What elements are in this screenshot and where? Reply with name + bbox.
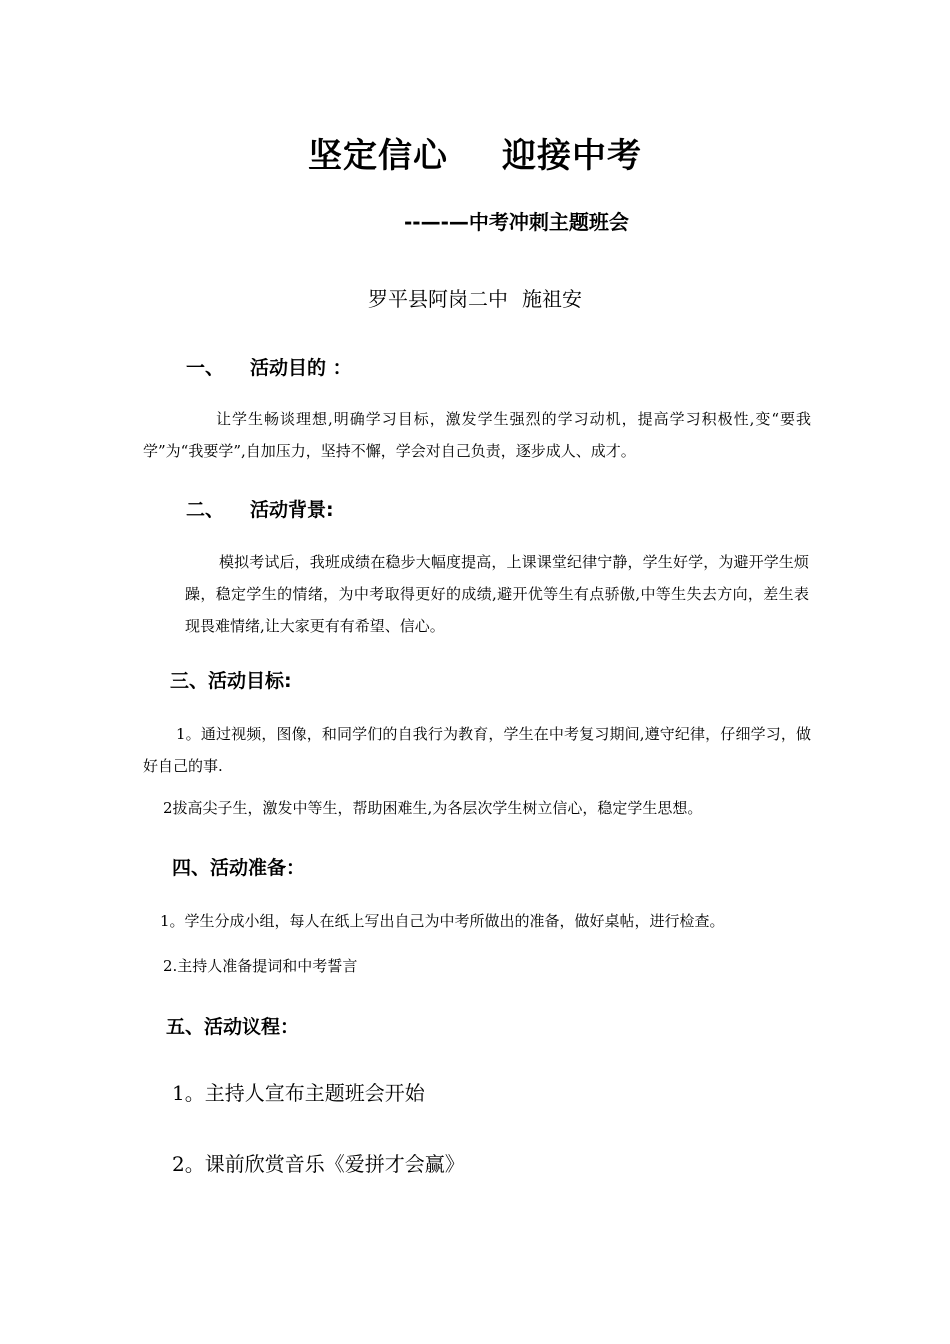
section-number: 二、 <box>186 499 225 521</box>
preparation-item: 1。学生分成小组，每人在纸上写出自己为中考所做出的准备，做好桌帖，进行检查。 <box>160 912 725 930</box>
goal-item: 2拔高尖子生，激发中等生，帮助困难生,为各层次学生树立信心，稳定学生思想。 <box>163 799 703 817</box>
author-school: 罗平县阿岗二中 <box>368 287 508 311</box>
section-heading-purpose <box>186 353 352 380</box>
preparation-item: 2.主持人准备提词和中考誓言 <box>163 957 358 975</box>
section-title: 活动背景: <box>250 499 334 521</box>
section-heading-preparation: 四、活动准备： <box>172 857 306 879</box>
author-name: 施祖安 <box>522 287 582 311</box>
goal-item: 1。通过视频，图像，和同学们的自我行为教育，学生在中考复习期间,遵守纪律，仔细学习，做好自己的事. <box>143 725 811 775</box>
title-part-1: 坚定信心 <box>308 136 448 176</box>
section-heading-agenda: 五、活动议程： <box>166 1016 300 1038</box>
agenda-item: 1。主持人宣布主题班会开始 <box>172 1081 425 1105</box>
section-number: 一、 <box>186 357 225 379</box>
purpose-paragraph: 让学生畅谈理想,明确学习目标，激发学生强烈的学习动机，提高学习积极性,变“要我学”为“我要学”,自加压力，坚持不懈，学会对自己负责，逐步成人、成才。 <box>143 410 811 460</box>
section-title: 活动目的 ： <box>250 357 352 379</box>
background-paragraph: 模拟考试后，我班成绩在稳步大幅度提高，上课课堂纪律宁静，学生好学，为避开学生烦躁，稳定学生的情绪，为中考取得更好的成绩,避开优等生有点骄傲,中等生失去方向，差生表现畏难情绪,让大家更有有希望、信心。 <box>185 553 809 635</box>
section-heading-background <box>186 495 334 522</box>
title-part-2: 迎接中考 <box>502 136 642 176</box>
document-subtitle: --—-—中考冲刺主题班会 <box>404 210 629 234</box>
document-title <box>0 128 950 177</box>
agenda-item: 2。课前欣赏音乐《爱拼才会赢》 <box>172 1152 465 1176</box>
section-heading-goals: 三、活动目标: <box>170 670 292 692</box>
author-line <box>0 283 950 312</box>
